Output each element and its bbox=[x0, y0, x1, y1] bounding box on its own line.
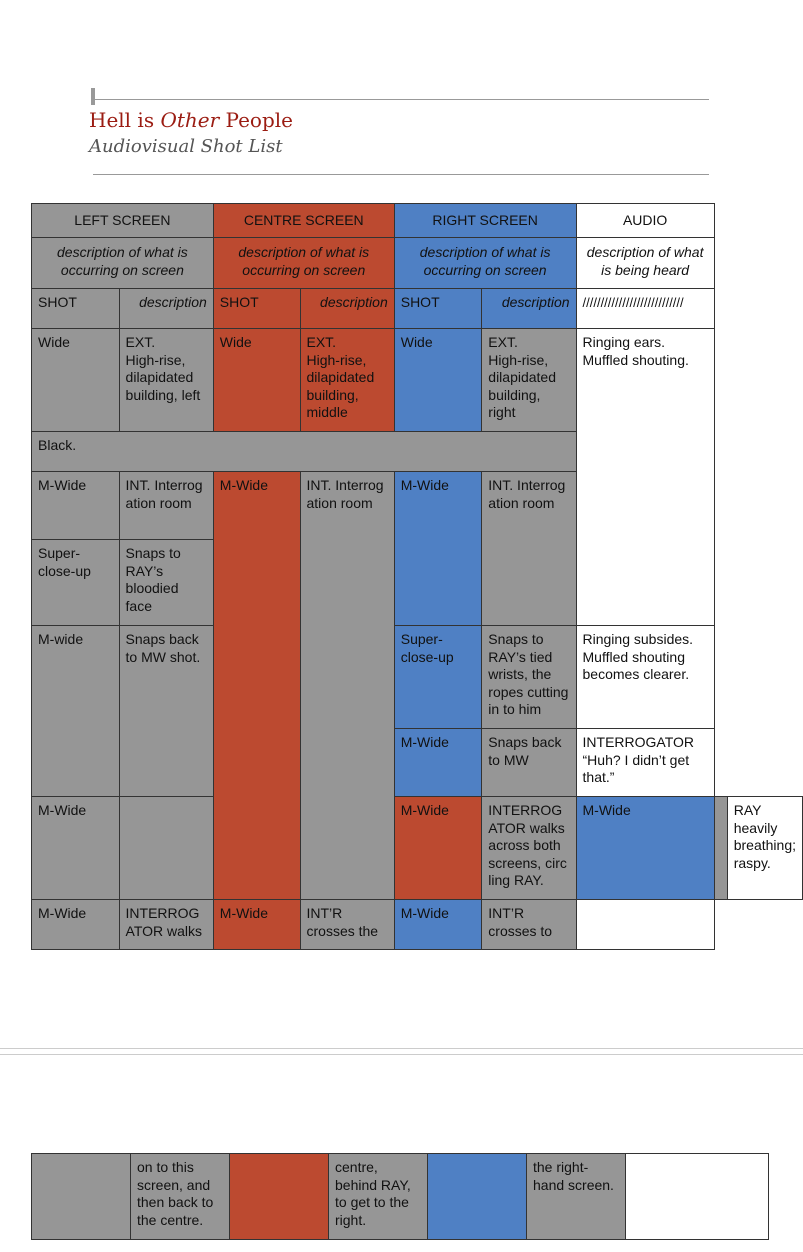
left-description-label: description bbox=[119, 289, 213, 329]
cell-left-shot: M-Wide bbox=[32, 900, 120, 950]
cell-audio: Ringing ears. Muffled shouting. bbox=[576, 329, 714, 626]
table-row bbox=[32, 797, 803, 900]
cell-centre-desc: centre, behind RAY, to get to the right. bbox=[329, 1154, 428, 1240]
right-screen-header: RIGHT SCREEN bbox=[394, 204, 576, 238]
cell-left-shot: Super-close-up bbox=[32, 540, 120, 626]
cell-centre-shot bbox=[230, 1154, 329, 1240]
cell-left-shot bbox=[32, 1154, 131, 1240]
header-rule-tick bbox=[91, 88, 95, 105]
cell-audio: RAY heavily breathing; raspy. bbox=[727, 797, 802, 900]
cell-audio bbox=[576, 900, 714, 950]
document-title: Hell is Other People bbox=[89, 108, 293, 132]
right-shot-label: SHOT bbox=[394, 289, 482, 329]
cell-left-desc: Snaps back to MW shot. bbox=[119, 626, 213, 797]
centre-screen-header: CENTRE SCREEN bbox=[213, 204, 394, 238]
page-break-line bbox=[0, 1054, 803, 1055]
cell-right-desc: EXT. High-rise, dilapidated building, right bbox=[482, 329, 576, 432]
cell-right-shot: M-Wide bbox=[394, 900, 482, 950]
left-shot-label: SHOT bbox=[32, 289, 120, 329]
cell-centre-shot: M-Wide bbox=[394, 797, 482, 900]
cell-right-shot: Super-close-up bbox=[394, 626, 482, 729]
cell-centre-desc: INT’R crosses the bbox=[300, 900, 394, 950]
centre-screen-subheader: description of what is occurring on screen bbox=[213, 238, 394, 289]
cell-right-desc: Snaps back to MW bbox=[482, 729, 576, 797]
cell-centre-desc: INT. Interrogation room bbox=[300, 472, 394, 900]
header-rule-top bbox=[95, 99, 709, 100]
audio-subheader: description of what is being heard bbox=[576, 238, 714, 289]
audio-fill-label: //////////////////////////// bbox=[576, 289, 714, 329]
centre-description-label: description bbox=[300, 289, 394, 329]
shot-list-table bbox=[31, 203, 803, 950]
cell-centre-shot: Wide bbox=[213, 329, 300, 432]
cell-audio: INTERROGATOR “Huh? I didn’t get that.” bbox=[576, 729, 714, 797]
cell-right-desc: INT’R crosses to bbox=[482, 900, 576, 950]
cell-centre-shot: M-Wide bbox=[213, 900, 300, 950]
cell-black-transition: Black. bbox=[32, 432, 577, 472]
right-screen-subheader: description of what is occurring on screen bbox=[394, 238, 576, 289]
cell-left-shot: M-wide bbox=[32, 626, 120, 797]
cell-right-shot: M-Wide bbox=[394, 729, 482, 797]
cell-left-desc: EXT. High-rise, dilapidated building, left bbox=[119, 329, 213, 432]
cell-audio: Ringing subsides. Muffled shouting becomes clearer. bbox=[576, 626, 714, 729]
page-break-line bbox=[0, 1048, 803, 1049]
cell-audio bbox=[626, 1154, 769, 1240]
cell-right-shot: M-Wide bbox=[576, 797, 714, 900]
document-subtitle: Audiovisual Shot List bbox=[89, 136, 283, 157]
subheader-row bbox=[32, 238, 803, 289]
label-row bbox=[32, 289, 803, 329]
cell-right-desc bbox=[714, 797, 727, 900]
cell-left-desc: INT. Interrogation room bbox=[119, 472, 213, 540]
cell-centre-desc: EXT. High-rise, dilapidated building, middle bbox=[300, 329, 394, 432]
cell-right-shot bbox=[428, 1154, 527, 1240]
cell-centre-desc: INTERROGATOR walks across both screens, circling RAY. bbox=[482, 797, 576, 900]
left-screen-header: LEFT SCREEN bbox=[32, 204, 214, 238]
header-rule-bottom bbox=[93, 174, 709, 175]
cell-right-desc: INT. Interrogation room bbox=[482, 472, 576, 626]
table-row bbox=[32, 626, 803, 729]
audio-header: AUDIO bbox=[576, 204, 714, 238]
centre-shot-label: SHOT bbox=[213, 289, 300, 329]
cell-right-shot: M-Wide bbox=[394, 472, 482, 626]
table-row bbox=[32, 329, 803, 432]
cell-left-desc: on to this screen, and then back to the centre. bbox=[131, 1154, 230, 1240]
cell-left-shot: M-Wide bbox=[32, 472, 120, 540]
cell-left-shot: M-Wide bbox=[32, 797, 120, 900]
column-header-row bbox=[32, 204, 803, 238]
cell-centre-shot: M-Wide bbox=[213, 472, 300, 900]
cell-left-shot: Wide bbox=[32, 329, 120, 432]
right-description-label: description bbox=[482, 289, 576, 329]
cell-left-desc bbox=[119, 797, 213, 900]
cell-right-desc: the right-hand screen. bbox=[527, 1154, 626, 1240]
cell-left-desc: Snaps to RAY’s bloodied face bbox=[119, 540, 213, 626]
table-row bbox=[32, 1154, 769, 1240]
cell-right-desc: Snaps to RAY’s tied wrists, the ropes cutting in to him bbox=[482, 626, 576, 729]
shot-list-table-continued bbox=[31, 1153, 769, 1240]
cell-left-desc: INTERROGATOR walks bbox=[119, 900, 213, 950]
left-screen-subheader: description of what is occurring on screen bbox=[32, 238, 214, 289]
table-row bbox=[32, 900, 803, 950]
cell-right-shot: Wide bbox=[394, 329, 482, 432]
